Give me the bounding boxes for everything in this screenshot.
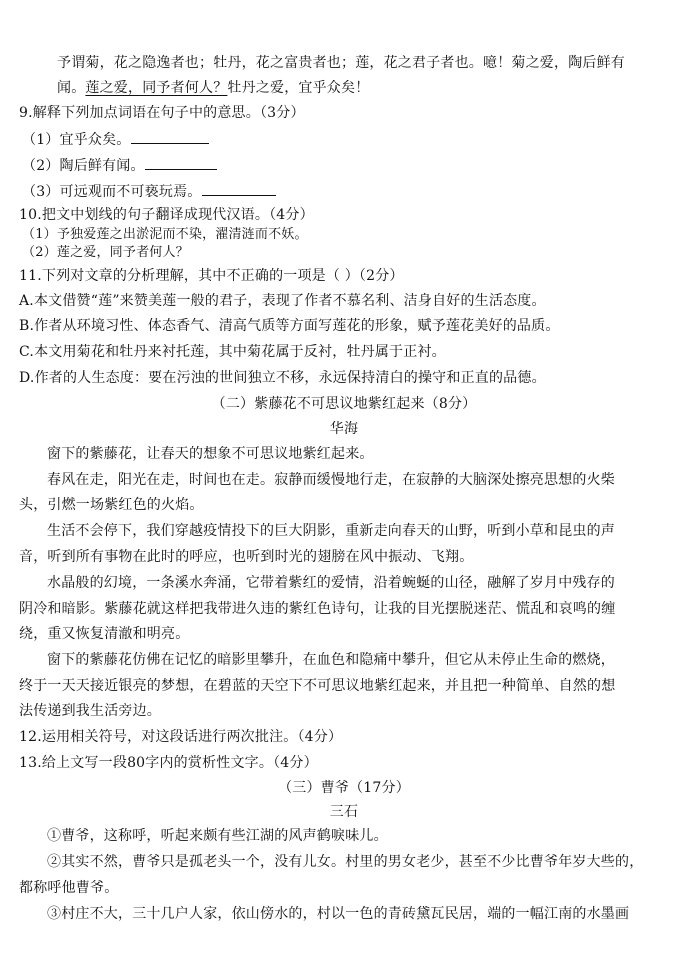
question-11-option-d: D.作者的人生态度：要在污浊的世间独立不移，永远保持清白的操守和正直的品德。	[19, 370, 546, 386]
section-2-line: 法传递到我生活旁边。	[19, 703, 161, 719]
question-9-item-1: （1）宜乎众矣。	[22, 129, 209, 150]
question-10-item-1: （1）予独爱莲之出淤泥而不染，濯清涟而不妖。	[22, 227, 308, 242]
section-2-line: 窗下的紫藤花仿佛在记忆的暗影里攀升，在血色和隐痛中攀升，但它从未停止生命的燃烧，	[47, 652, 615, 668]
section-2-line: 音，听到所有事物在此时的呼应，也听到时光的翅膀在风中振动、飞翔。	[19, 549, 474, 565]
question-10-stem: 10.把文中划线的句子翻译成现代汉语。（4分）	[19, 207, 314, 223]
classical-text-line-1: 予谓菊，花之隐逸者也；牡丹，花之富贵者也；莲，花之君子者也。噫！菊之爱，陶后鲜有	[57, 55, 625, 71]
section-3-line: ②其实不然，曹爷只是孤老头一个，没有儿女。村里的男女老少，甚至不少比曹爷年岁大些的，	[47, 854, 644, 870]
answer-blank[interactable]	[202, 181, 276, 196]
section-2-line: 头，引燃一场紫红色的火焰。	[19, 497, 204, 513]
classical-text-line-2	[57, 78, 369, 98]
question-11-stem: 11.下列对文章的分析理解，其中不正确的一项是（ ）（2分）	[19, 268, 404, 284]
section-2-line: 阴冷和暗影。紫藤花就这样把我带进久违的紫红色诗句，让我的目光摆脱迷茫、慌乱和哀鸣的缠	[19, 601, 616, 617]
question-9-stem: 9.解释下列加点词语在句子中的意思。（3分）	[19, 105, 305, 121]
section-2-line: 水晶般的幻境，一条溪水奔涌，它带着紫红的爱情，沿着蜿蜒的山径，融解了岁月中残存的	[47, 575, 615, 591]
section-3-title: （三）曹爷（17分）	[278, 780, 410, 796]
underlined-sentence: 莲之爱，同予者何人？	[85, 80, 228, 96]
question-11-option-b: B.作者从环境习性、体态香气、清高气质等方面写莲花的形象，赋予莲花美好的品质。	[19, 318, 560, 334]
classical-line2-pre: 闻。	[57, 80, 86, 96]
section-2-line: 绕，重又恢复清澈和明亮。	[19, 626, 190, 642]
section-2-title: （二）紫藤花不可思议地紫红起来（8分）	[211, 396, 477, 412]
section-2-line: 窗下的紫藤花，让春天的想象不可思议地紫红起来。	[47, 446, 374, 462]
question-9-item-3: （3）可远观而不可亵玩焉。	[22, 181, 276, 202]
question-11-option-a: A.本文借赞“莲”来赞美莲一般的君子，表现了作者不慕名利、洁身自好的生活态度。	[19, 293, 546, 309]
section-3-line: ①曹爷，这称呼，听起来颇有些江湖的风声鹤唳味儿。	[47, 828, 388, 844]
section-2-author: 华海	[329, 421, 359, 437]
section-2-line: 生活不会停下，我们穿越疫情投下的巨大阴影，重新走向春天的山野，听到小草和昆虫的声	[47, 523, 615, 539]
question-11-option-c: C.本文用菊花和牡丹来衬托莲，其中菊花属于反衬，牡丹属于正衬。	[19, 344, 446, 360]
section-3-author: 三石	[329, 804, 359, 820]
question-13-stem: 13.给上文写一段80字内的赏析性文字。（4分）	[19, 755, 318, 771]
section-3-line: ③村庄不大，三十几户人家，依山傍水的，村以一色的青砖黛瓦民居，端的一幅江南的水墨画	[47, 906, 630, 922]
question-9-item-2: （2）陶后鲜有闻。	[22, 155, 217, 176]
section-2-line: 终于一天天接近银亮的梦想，在碧蓝的天空下不可思议地紫红起来，并且把一种简单、自然的想	[19, 678, 616, 694]
section-3-line: 都称呼他曹爷。	[19, 880, 119, 896]
question-12-stem: 12.运用相关符号，对这段话进行两次批注。（4分）	[19, 729, 343, 745]
section-2-line: 春风在走，阳光在走，时间也在走。寂静而缓慢地行走，在寂静的大脑深处擦亮思想的火柴	[47, 472, 615, 488]
answer-blank[interactable]	[145, 155, 217, 170]
answer-blank[interactable]	[131, 129, 209, 144]
classical-line2-post: 牡丹之爱，宜乎众矣！	[227, 80, 370, 96]
question-10-item-2: （2）莲之爱，同予者何人？	[22, 245, 189, 260]
